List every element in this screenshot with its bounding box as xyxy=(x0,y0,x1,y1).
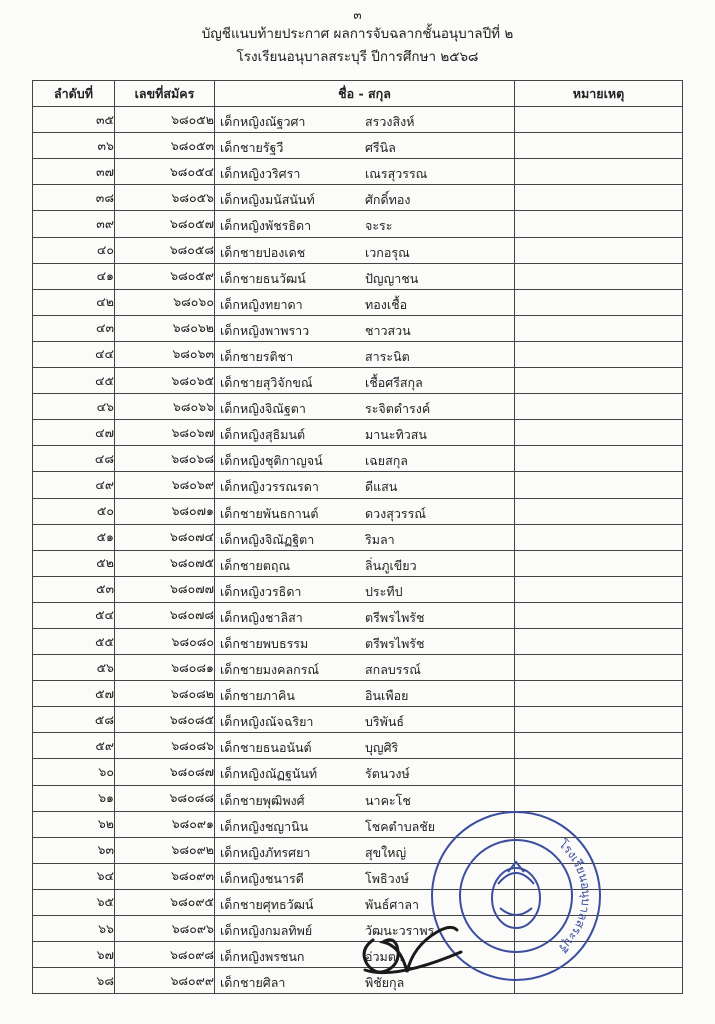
row-name xyxy=(215,628,515,654)
row-surname: ประทีป xyxy=(365,583,403,599)
row-surname: เวกอรุณ xyxy=(365,244,410,260)
row-application-no: ๖๘๐๙๕ xyxy=(115,889,215,915)
row-first-name: เด็กหญิงจิณัฐตา xyxy=(220,401,306,417)
row-surname: จะระ xyxy=(365,218,393,234)
row-first-name: เด็กหญิงภัทรศยา xyxy=(220,844,311,860)
row-application-no: ๖๘๐๖๗ xyxy=(115,420,215,446)
document-subtitle: โรงเรียนอนุบาลสระบุรี ปีการศึกษา ๒๕๖๘ xyxy=(236,49,479,65)
row-first-name: เด็กชายพันธกานต์ xyxy=(220,505,319,521)
row-first-name: เด็กชายรติชา xyxy=(220,348,294,364)
row-order: ๔๖ xyxy=(33,394,115,420)
row-order: ๔๕ xyxy=(33,368,115,394)
row-first-name: เด็กหญิงพรชนก xyxy=(220,949,305,965)
row-remarks xyxy=(515,707,683,733)
row-remarks xyxy=(515,420,683,446)
row-remarks xyxy=(515,602,683,628)
table-row xyxy=(33,524,683,550)
row-remarks xyxy=(515,472,683,498)
row-order: ๖๓ xyxy=(33,837,115,863)
row-surname: ทองเชื้อ xyxy=(365,296,408,312)
row-first-name: เด็กหญิงมนัสนันท์ xyxy=(220,192,315,208)
row-first-name: เด็กหญิงกมลทิพย์ xyxy=(220,923,313,938)
row-remarks xyxy=(515,133,683,159)
row-name xyxy=(215,759,515,785)
row-remarks xyxy=(515,394,683,420)
row-surname: ตรีพรไพรัช xyxy=(365,635,425,651)
row-first-name: เด็กชายสุวิจักขณ์ xyxy=(220,375,313,391)
row-name xyxy=(215,263,515,289)
row-order: ๕๖ xyxy=(33,655,115,681)
row-remarks xyxy=(515,341,683,367)
row-application-no: ๖๘๐๕๓ xyxy=(115,133,215,159)
row-order: ๔๓ xyxy=(33,315,115,341)
table-row xyxy=(33,107,683,133)
svg-text:โรงเรียนอนุบาลสระบุรี xyxy=(556,837,593,956)
row-application-no: ๖๘๐๗๕ xyxy=(115,550,215,576)
row-surname: มานะทิวสน xyxy=(365,427,427,443)
row-application-no: ๖๘๐๖๕ xyxy=(115,368,215,394)
row-first-name: เด็กหญิงชุติกาญจน์ xyxy=(220,453,323,469)
row-remarks xyxy=(515,576,683,602)
row-application-no: ๖๘๐๘๐ xyxy=(115,628,215,654)
row-application-no: ๖๘๐๙๖ xyxy=(115,916,215,942)
row-remarks xyxy=(515,159,683,185)
row-application-no: ๖๘๐๕๗ xyxy=(115,211,215,237)
row-application-no: ๖๘๐๘๒ xyxy=(115,681,215,707)
row-order: ๕๙ xyxy=(33,733,115,759)
row-surname: สกลบรรณ์ xyxy=(365,662,421,678)
row-surname: อินเพือย xyxy=(365,688,409,704)
row-remarks xyxy=(515,107,683,133)
row-order: ๕๑ xyxy=(33,524,115,550)
row-application-no: ๖๘๐๘๑ xyxy=(115,655,215,681)
row-application-no: ๖๘๐๙๑ xyxy=(115,811,215,837)
row-surname: อ่วมตา xyxy=(365,949,403,965)
table-row xyxy=(33,368,683,394)
row-application-no: ๖๘๐๕๘ xyxy=(115,237,215,263)
row-order: ๕๓ xyxy=(33,576,115,602)
row-surname: ลิ่นภูเขียว xyxy=(365,557,417,573)
row-name xyxy=(215,185,515,211)
row-application-no: ๖๘๐๖๙ xyxy=(115,472,215,498)
row-surname: เชื้อศรีสกุล xyxy=(365,375,423,391)
row-order: ๖๐ xyxy=(33,759,115,785)
row-remarks xyxy=(515,550,683,576)
row-remarks xyxy=(515,524,683,550)
table-row xyxy=(33,159,683,185)
row-surname: ปัญญาชน xyxy=(365,270,419,286)
row-surname: ดีแสน xyxy=(365,479,398,495)
row-first-name: เด็กหญิงสุธิมนต์ xyxy=(220,427,306,443)
table-row xyxy=(33,681,683,707)
page-number: ๓ xyxy=(353,8,362,22)
row-order: ๖๕ xyxy=(33,889,115,915)
table-row xyxy=(33,472,683,498)
row-remarks xyxy=(515,655,683,681)
row-application-no: ๖๘๐๕๙ xyxy=(115,263,215,289)
row-remarks xyxy=(515,498,683,524)
table-row xyxy=(33,341,683,367)
table-row xyxy=(33,133,683,159)
row-name xyxy=(215,681,515,707)
row-name xyxy=(215,315,515,341)
row-first-name: เด็กหญิงวริศรา xyxy=(220,166,301,182)
row-order: ๕๗ xyxy=(33,681,115,707)
row-remarks xyxy=(515,237,683,263)
row-application-no: ๖๘๐๕๒ xyxy=(115,107,215,133)
row-name xyxy=(215,368,515,394)
row-first-name: เด็กหญิงวรรณรดา xyxy=(220,479,319,495)
row-order: ๔๙ xyxy=(33,472,115,498)
row-first-name: เด็กหญิงณัฏฐนันท์ xyxy=(220,766,318,782)
row-application-no: ๖๘๐๗๑ xyxy=(115,498,215,524)
row-first-name: เด็กชายศิลา xyxy=(220,975,286,991)
row-application-no: ๖๘๐๖๓ xyxy=(115,341,215,367)
row-order: ๔๔ xyxy=(33,341,115,367)
header-application-no: เลขที่สมัคร xyxy=(115,81,215,107)
row-application-no: ๖๘๐๘๖ xyxy=(115,733,215,759)
row-name xyxy=(215,446,515,472)
table-row xyxy=(33,394,683,420)
row-first-name: เด็กหญิงวรธิดา xyxy=(220,583,302,599)
row-order: ๕๒ xyxy=(33,550,115,576)
row-application-no: ๖๘๐๗๔ xyxy=(115,524,215,550)
row-order: ๔๑ xyxy=(33,263,115,289)
row-first-name: เด็กหญิงทยาดา xyxy=(220,296,303,312)
row-first-name: เด็กชายศุทธวัฒน์ xyxy=(220,896,314,912)
row-surname: เฉยสกุล xyxy=(365,453,408,469)
row-first-name: เด็กหญิงพัชรธิดา xyxy=(220,218,312,234)
row-order: ๕๐ xyxy=(33,498,115,524)
row-name xyxy=(215,289,515,315)
table-row xyxy=(33,759,683,785)
table-row xyxy=(33,237,683,263)
row-application-no: ๖๘๐๙๒ xyxy=(115,837,215,863)
row-remarks xyxy=(515,628,683,654)
row-remarks xyxy=(515,681,683,707)
row-remarks xyxy=(515,759,683,785)
row-order: ๕๕ xyxy=(33,628,115,654)
row-order: ๕๔ xyxy=(33,602,115,628)
row-first-name: เด็กหญิงณัฐวศา xyxy=(220,114,306,130)
row-order: ๓๕ xyxy=(33,107,115,133)
table-row xyxy=(33,420,683,446)
table-row xyxy=(33,289,683,315)
row-application-no: ๖๘๐๗๘ xyxy=(115,602,215,628)
row-application-no: ๖๘๐๘๕ xyxy=(115,707,215,733)
row-remarks xyxy=(515,368,683,394)
row-surname: สุขใหญ่ xyxy=(365,844,407,860)
row-order: ๖๒ xyxy=(33,811,115,837)
row-remarks xyxy=(515,446,683,472)
row-order: ๖๘ xyxy=(33,968,115,994)
row-surname: วัฒนะวราพร xyxy=(365,923,435,938)
table-row xyxy=(33,498,683,524)
row-name xyxy=(215,707,515,733)
row-surname: พันธ์ศาลา xyxy=(365,896,420,912)
row-surname: โพธิวงษ์ xyxy=(365,870,409,886)
row-first-name: เด็กชายพุฒิพงศ์ xyxy=(220,792,305,808)
table-row xyxy=(33,446,683,472)
row-order: ๖๖ xyxy=(33,916,115,942)
row-remarks xyxy=(515,211,683,237)
row-surname: ตรีพรไพรัช xyxy=(365,609,425,625)
row-name xyxy=(215,576,515,602)
table-row xyxy=(33,185,683,211)
signature xyxy=(345,900,475,990)
row-name xyxy=(215,341,515,367)
row-name xyxy=(215,237,515,263)
row-application-no: ๖๘๐๘๗ xyxy=(115,759,215,785)
row-application-no: ๖๘๐๖๖ xyxy=(115,394,215,420)
row-surname: บริพันธ์ xyxy=(365,714,405,730)
row-surname: ริมลา xyxy=(365,531,395,547)
row-surname: ศักดิ์ทอง xyxy=(365,192,411,208)
row-first-name: เด็กชายตฤณ xyxy=(220,557,291,573)
row-order: ๕๘ xyxy=(33,707,115,733)
row-surname: ชาวสวน xyxy=(365,322,411,338)
row-surname: รัตนวงษ์ xyxy=(365,766,410,782)
table-row xyxy=(33,733,683,759)
row-first-name: เด็กชายภาคิน xyxy=(220,688,295,704)
row-first-name: เด็กชายธนอนันต์ xyxy=(220,740,312,756)
header-order: ลำดับที่ xyxy=(33,81,115,107)
row-order: ๖๑ xyxy=(33,785,115,811)
row-surname: บุญศิริ xyxy=(365,740,399,756)
table-row xyxy=(33,263,683,289)
row-name xyxy=(215,733,515,759)
row-remarks xyxy=(515,263,683,289)
row-surname: โชคตำบลชัย xyxy=(365,818,436,834)
row-first-name: เด็กหญิงชาลิสา xyxy=(220,609,303,625)
row-surname: ศรีนิล xyxy=(365,140,396,156)
row-remarks xyxy=(515,315,683,341)
row-name xyxy=(215,133,515,159)
document-title: บัญชีแนบท้ายประกาศ ผลการจับฉลากชั้นอนุบาลปีที่ ๒ xyxy=(201,26,514,42)
row-surname: ดวงสุวรรณ์ xyxy=(365,505,426,521)
table-row xyxy=(33,550,683,576)
table-row xyxy=(33,655,683,681)
row-order: ๓๗ xyxy=(33,159,115,185)
row-surname: นาคะโช xyxy=(365,792,411,808)
row-first-name: เด็กชายธนวัฒน์ xyxy=(220,270,306,286)
seal-text: โรงเรียนอนุบาลสระบุรี xyxy=(556,836,594,956)
row-first-name: เด็กหญิงชญานิน xyxy=(220,818,309,834)
row-name xyxy=(215,159,515,185)
row-remarks xyxy=(515,185,683,211)
row-application-no: ๖๘๐๘๘ xyxy=(115,785,215,811)
row-application-no: ๖๘๐๕๔ xyxy=(115,159,215,185)
row-first-name: เด็กหญิงจิณัฏฐิตา xyxy=(220,531,315,547)
row-order: ๓๖ xyxy=(33,133,115,159)
row-surname: ระจิตดำรงค์ xyxy=(365,401,431,417)
table-row xyxy=(33,211,683,237)
row-application-no: ๖๘๐๖๒ xyxy=(115,315,215,341)
row-order: ๓๘ xyxy=(33,185,115,211)
row-surname: สาระนิต xyxy=(365,348,410,364)
table-row xyxy=(33,628,683,654)
row-first-name: เด็กชายมงคลกรณ์ xyxy=(220,662,320,678)
row-name xyxy=(215,420,515,446)
row-name xyxy=(215,107,515,133)
header-remarks: หมายเหตุ xyxy=(515,81,683,107)
row-application-no: ๖๘๐๖๐ xyxy=(115,289,215,315)
row-first-name: เด็กชายรัฐวี xyxy=(220,140,284,156)
row-first-name: เด็กชายปองเดช xyxy=(220,244,306,260)
row-order: ๔๗ xyxy=(33,420,115,446)
table-header-row xyxy=(33,81,683,107)
row-name xyxy=(215,211,515,237)
row-name xyxy=(215,602,515,628)
row-surname: เณรสุวรรณ xyxy=(365,166,428,182)
row-name xyxy=(215,498,515,524)
row-order: ๔๒ xyxy=(33,289,115,315)
row-order: ๖๗ xyxy=(33,942,115,968)
row-order: ๔๐ xyxy=(33,237,115,263)
row-application-no: ๖๘๐๗๗ xyxy=(115,576,215,602)
row-first-name: เด็กชายพบธรรม xyxy=(220,635,309,651)
row-application-no: ๖๘๐๖๘ xyxy=(115,446,215,472)
header-name: ชื่อ - สกุล xyxy=(215,81,515,107)
row-name xyxy=(215,394,515,420)
row-surname: พิชัยกุล xyxy=(365,975,405,991)
row-name xyxy=(215,472,515,498)
table-row xyxy=(33,707,683,733)
row-first-name: เด็กหญิงณัจฉริยา xyxy=(220,714,314,730)
row-application-no: ๖๘๐๙๘ xyxy=(115,942,215,968)
row-order: ๔๘ xyxy=(33,446,115,472)
row-first-name: เด็กหญิงพาพราว xyxy=(220,322,310,338)
row-remarks xyxy=(515,733,683,759)
row-first-name: เด็กหญิงชนารดี xyxy=(220,870,304,886)
row-surname: สรวงสิงห์ xyxy=(365,114,415,130)
row-name xyxy=(215,550,515,576)
table-row xyxy=(33,602,683,628)
row-name xyxy=(215,524,515,550)
row-name xyxy=(215,655,515,681)
row-order: ๖๔ xyxy=(33,863,115,889)
row-application-no: ๖๘๐๙๓ xyxy=(115,863,215,889)
row-application-no: ๖๘๐๕๖ xyxy=(115,185,215,211)
table-row xyxy=(33,315,683,341)
row-remarks xyxy=(515,289,683,315)
row-application-no: ๖๘๐๙๙ xyxy=(115,968,215,994)
row-order: ๓๙ xyxy=(33,211,115,237)
table-row xyxy=(33,576,683,602)
